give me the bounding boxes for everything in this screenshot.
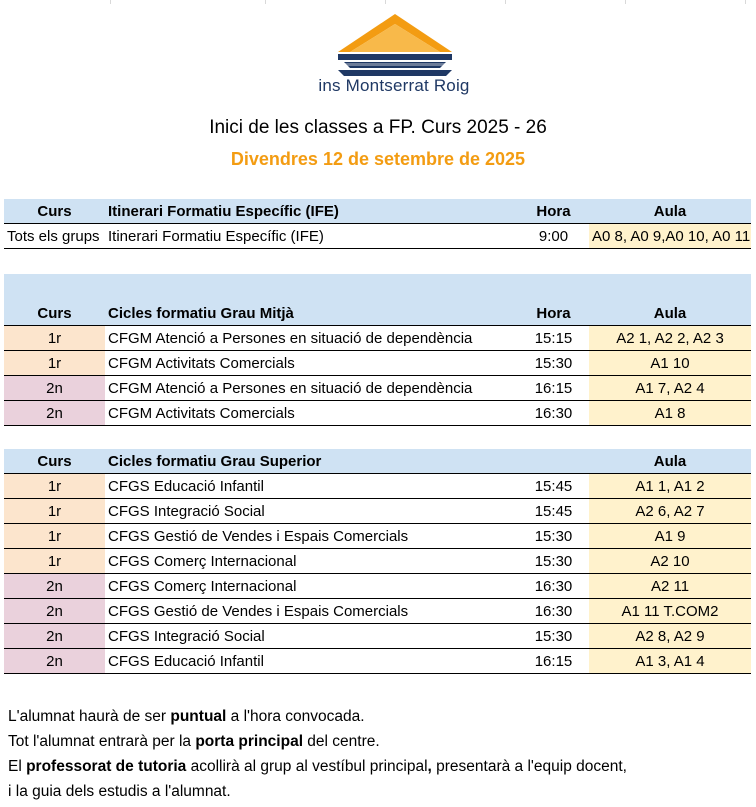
curs-cell: 1r [4, 474, 105, 499]
name-cell: CFGM Activitats Comercials [105, 401, 518, 426]
aula-cell: A2 1, A2 2, A2 3 [589, 326, 751, 351]
aula-cell: A1 10 [589, 351, 751, 376]
note-punctual: L'alumnat haurà de ser puntual a l'hora convocada. [8, 708, 365, 725]
hora-cell: 15:30 [518, 351, 589, 376]
aula-cell: A1 11 T.COM2 [589, 599, 751, 624]
col-hora: Hora [518, 199, 589, 224]
col-name: Cicles formatiu Grau Mitjà [105, 274, 518, 326]
table-row [4, 401, 751, 426]
curs-cell: 2n [4, 376, 105, 401]
aula-cell: A2 10 [589, 549, 751, 574]
hora-cell: 15:15 [518, 326, 589, 351]
table-row [4, 524, 751, 549]
name-cell: CFGS Educació Infantil [105, 474, 518, 499]
table-row [4, 549, 751, 574]
name-cell: CFGS Integració Social [105, 624, 518, 649]
table-row [4, 326, 751, 351]
aula-cell: A1 7, A2 4 [589, 376, 751, 401]
curs-cell: 1r [4, 351, 105, 376]
table-row [4, 474, 751, 499]
sheet-grid-top [0, 0, 756, 4]
aula-cell: A0 8, A0 9,A0 10, A0 11 [589, 224, 751, 249]
col-curs: Curs [4, 449, 105, 474]
col-aula: Aula [589, 274, 751, 326]
name-cell: CFGS Educació Infantil [105, 649, 518, 674]
name-cell: CFGM Atenció a Persones en situació de dependència [105, 376, 518, 401]
col-hora [518, 449, 589, 474]
note-tutors: El professorat de tutoria acollirà al grup al vestíbul principal, presentarà a l'equip docent, [8, 758, 627, 775]
curs-cell: 1r [4, 326, 105, 351]
aula-cell: A2 6, A2 7 [589, 499, 751, 524]
table-row [4, 376, 751, 401]
note-guide: i la guia dels estudis a l'alumnat. [8, 783, 231, 800]
table-row [4, 624, 751, 649]
curs-cell: 2n [4, 649, 105, 674]
name-cell: CFGS Comerç Internacional [105, 574, 518, 599]
name-cell: CFGS Integració Social [105, 499, 518, 524]
hora-cell: 15:30 [518, 624, 589, 649]
hora-cell: 16:30 [518, 599, 589, 624]
school-name: ins Montserrat Roig [318, 76, 470, 95]
page-title: Inici de les classes a FP. Curs 2025 - 26 [209, 117, 547, 138]
notes [8, 704, 627, 804]
hora-cell: 15:30 [518, 549, 589, 574]
curs-cell: 2n [4, 624, 105, 649]
name-cell: CFGS Comerç Internacional [105, 549, 518, 574]
hora-cell: 16:30 [518, 401, 589, 426]
curs-cell: 1r [4, 549, 105, 574]
hora-cell: 16:15 [518, 649, 589, 674]
table-row [4, 351, 751, 376]
col-curs: Curs [4, 199, 105, 224]
table-row [4, 574, 751, 599]
curs-cell: 1r [4, 499, 105, 524]
hora-cell: 16:15 [518, 376, 589, 401]
curs-cell: 2n [4, 574, 105, 599]
table-row [4, 599, 751, 624]
table-row [4, 224, 751, 249]
curs-cell: Tots els grups [4, 224, 105, 249]
table-header [4, 449, 751, 474]
hora-cell: 16:30 [518, 574, 589, 599]
aula-cell: A1 1, A1 2 [589, 474, 751, 499]
aula-cell: A1 3, A1 4 [589, 649, 751, 674]
start-date: Divendres 12 de setembre de 2025 [230, 149, 526, 169]
curs-cell: 1r [4, 524, 105, 549]
aula-cell: A1 8 [589, 401, 751, 426]
col-aula: Aula [589, 449, 751, 474]
col-curs: Curs [4, 274, 105, 326]
cfgs-table [4, 449, 751, 674]
name-cell: CFGS Gestió de Vendes i Espais Comercials [105, 599, 518, 624]
ife-table [4, 199, 751, 249]
table-header [4, 199, 751, 224]
aula-cell: A1 9 [589, 524, 751, 549]
name-cell: CFGM Activitats Comercials [105, 351, 518, 376]
hora-cell: 15:30 [518, 524, 589, 549]
cfgm-table [4, 274, 751, 426]
curs-cell: 2n [4, 599, 105, 624]
note-entrance: Tot l'alumnat entrarà per la porta principal del centre. [8, 733, 380, 750]
name-cell: Itinerari Formatiu Específic (IFE) [105, 224, 518, 249]
hora-cell: 15:45 [518, 474, 589, 499]
table-row [4, 499, 751, 524]
table-header [4, 274, 751, 326]
table-row [4, 649, 751, 674]
col-name: Itinerari Formatiu Específic (IFE) [105, 199, 518, 224]
col-name: Cicles formatiu Grau Superior [105, 449, 518, 474]
aula-cell: A2 8, A2 9 [589, 624, 751, 649]
hora-cell: 15:45 [518, 499, 589, 524]
aula-cell: A2 11 [589, 574, 751, 599]
hora-cell: 9:00 [518, 224, 589, 249]
col-hora: Hora [518, 274, 589, 326]
curs-cell: 2n [4, 401, 105, 426]
name-cell: CFGS Gestió de Vendes i Espais Comercials [105, 524, 518, 549]
name-cell: CFGM Atenció a Persones en situació de dependència [105, 326, 518, 351]
col-aula: Aula [589, 199, 751, 224]
